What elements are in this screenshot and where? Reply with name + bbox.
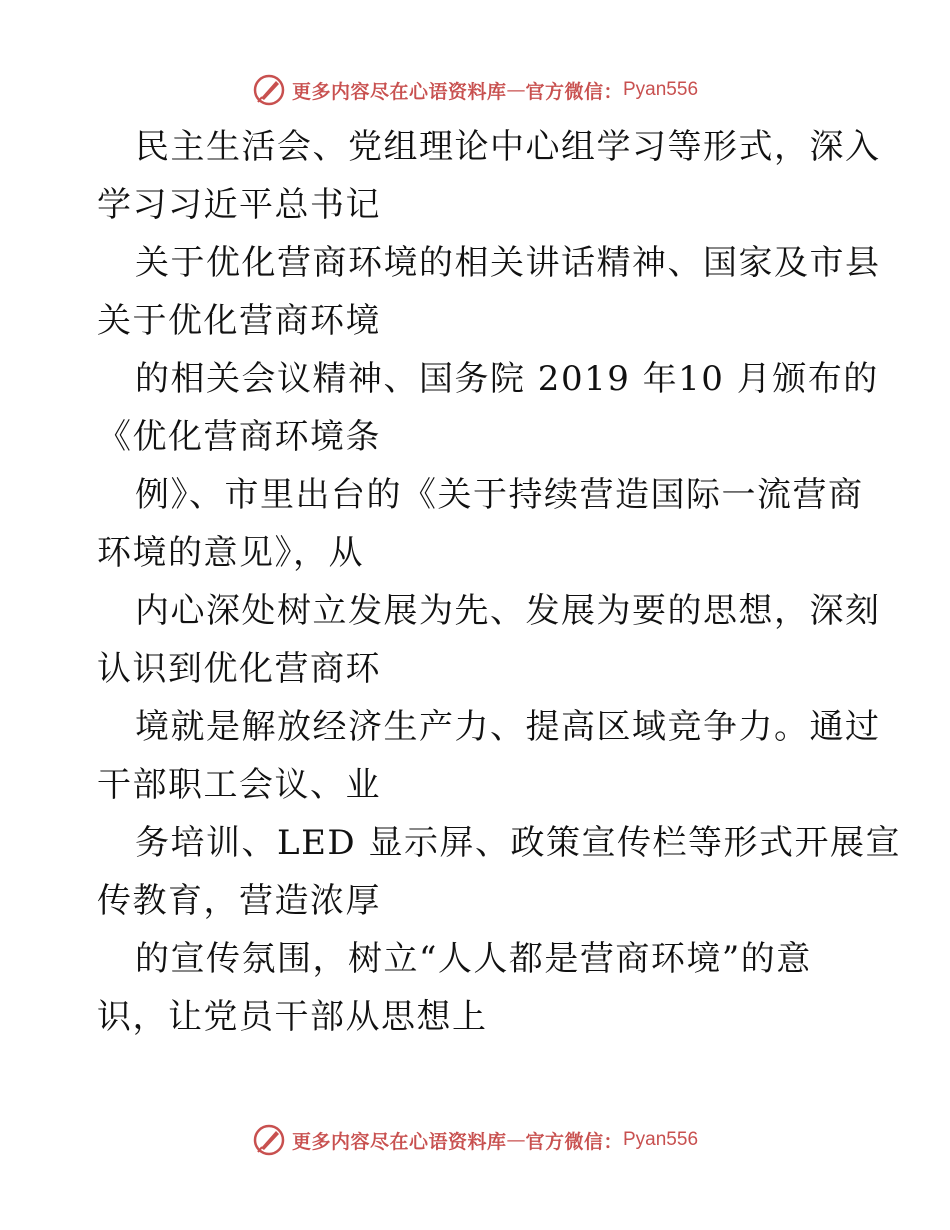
text-line: 《优化营商环境条: [97, 417, 381, 457]
quill-pen-icon: [252, 73, 286, 107]
watermark-account: Pyan556: [623, 1129, 699, 1150]
watermark-main-text: 更多内容尽在心语资料库: [291, 1130, 507, 1153]
text-line: 的相关会议精神、国务院 2019 年10 月颁布的: [135, 359, 879, 399]
watermark-official-label: 官方微信：: [525, 1130, 623, 1153]
text-line: 认识到优化营商环: [97, 649, 381, 689]
watermark-separator: —: [506, 79, 526, 101]
text-line: 学习习近平总书记: [97, 185, 381, 225]
document-body: [97, 118, 901, 1046]
text-line: 务培训、LED 显示屏、政策宣传栏等形式开展宣: [135, 823, 901, 863]
text-line: 的宣传氛围，树立“人人都是营商环境”的意: [135, 939, 812, 979]
text-line: 传教育，营造浓厚: [97, 881, 381, 921]
text-line: 例》、市里出台的《关于持续营造国际一流营商: [135, 475, 864, 515]
quill-pen-icon: [252, 1123, 286, 1157]
watermark-account: Pyan556: [623, 79, 699, 100]
text-line: 关于优化营商环境的相关讲话精神、国家及市县: [135, 243, 881, 283]
text-line: 识，让党员干部从思想上: [97, 997, 488, 1037]
text-line: 内心深处树立发展为先、发展为要的思想，深刻: [135, 591, 881, 631]
text-line: 干部职工会议、业: [97, 765, 381, 805]
watermark-separator: —: [506, 1129, 526, 1151]
watermark-main-text: 更多内容尽在心语资料库: [291, 80, 507, 103]
text-line: 关于优化营商环境: [97, 301, 381, 341]
text-line: 环境的意见》，从: [97, 533, 364, 573]
header-watermark: [0, 70, 950, 110]
footer-watermark: [0, 1120, 950, 1160]
watermark-official-label: 官方微信：: [525, 80, 623, 103]
text-line: 境就是解放经济生产力、提高区域竞争力。通过: [135, 707, 881, 747]
text-line: 民主生活会、党组理论中心组学习等形式，深入: [135, 127, 881, 167]
